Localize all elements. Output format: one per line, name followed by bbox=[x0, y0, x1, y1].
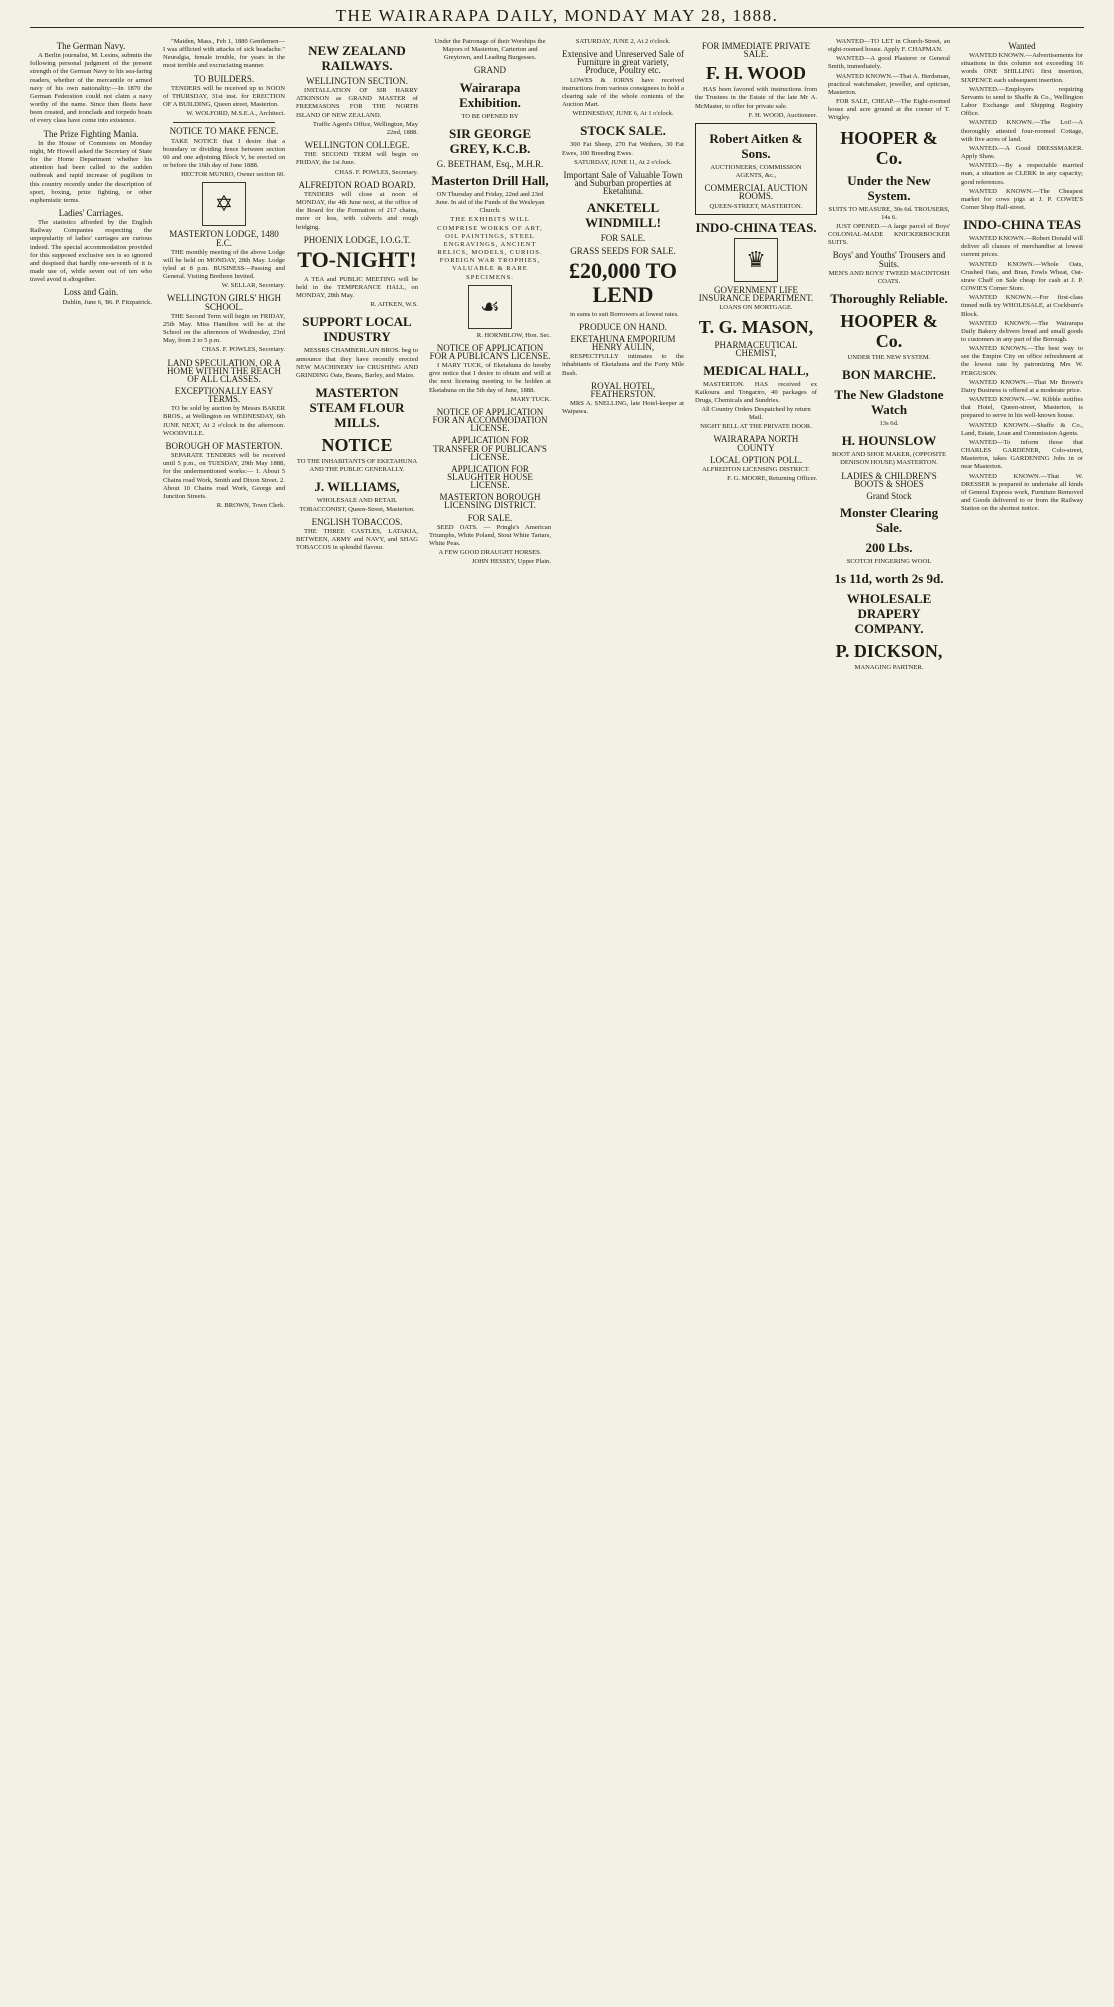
ad-heading: LADIES & CHILDREN'S BOOTS & SHOES bbox=[841, 470, 937, 489]
ad-text: A FEW GOOD DRAUGHT HORSES. bbox=[438, 549, 542, 557]
ad-text: QUEEN-STREET, MASTERTON. bbox=[709, 202, 803, 210]
ad-heading: Monster Clearing Sale. bbox=[839, 505, 939, 536]
ad-heading: BON MARCHE. bbox=[842, 367, 936, 383]
ad-signature: R. AITKEN, W.S. bbox=[370, 301, 418, 309]
ad-heading: WHOLESALE DRAPERY COMPANY. bbox=[846, 591, 932, 637]
article-heading: Ladies' Carriages. bbox=[58, 207, 124, 218]
ad-rule bbox=[173, 122, 275, 123]
ad-heading: WELLINGTON GIRLS' HIGH SCHOOL. bbox=[167, 293, 281, 312]
ad-text: THE Second Term will begin on FRIDAY, 25th May. Miss Hamilton will be at the School on the afternoon of Wednesday, 23rd May, from 2 to 5 p.m. bbox=[163, 312, 285, 345]
ad-heading: EKETAHUNA EMPORIUM HENRY AULIN, bbox=[570, 333, 676, 353]
ad-text: THE EXHIBITS WILL COMPRISE WORKS OF ART, OIL PAINTINGS, STEEL ENGRAVINGS, ANCIENT RELICS, MODELS, CURIOS. FOREIGN WAR TROPHIES, VALUABLE & RARE SPECIMENS. bbox=[437, 216, 543, 281]
ad-heading: ALFREDTON ROAD BOARD. bbox=[298, 179, 416, 190]
ad-heading: ANKETELL WINDMILL! bbox=[585, 200, 661, 231]
classified-ad: WANTED KNOWN.—For first-class tinned milk try WHOLESALE, at Cockburn's Block. bbox=[961, 294, 1083, 318]
ad-signature: R. HORNBLOW, Hon. Sec. bbox=[476, 331, 551, 339]
ad-text: UNDER THE NEW SYSTEM. bbox=[847, 353, 931, 361]
ad-heading: Wairarapa Exhibition. bbox=[459, 79, 521, 110]
ad-signature: MARY TUCK. bbox=[510, 395, 551, 403]
ad-heading: F. H. WOOD bbox=[705, 63, 807, 84]
article-text: In the House of Commons on Monday night, Mr Howell asked the Secretary of State for the Home Department whether his attention had been called to the sudden outbreak and rapid increase of pugilism in this country recently under the description of sport, boxing, prize fighting, or other euphemistic terms. bbox=[30, 139, 152, 204]
ad-text: NIGHT BELL AT THE PRIVATE DOOR. bbox=[700, 423, 812, 431]
ad-signature: R. BROWN, Town Clerk. bbox=[216, 502, 285, 510]
ad-text: Under the Patronage of their Worships the Mayors of Masterton, Carterton and Greytown, and Leading Burgesses. bbox=[434, 38, 546, 62]
article-heading: The German Navy. bbox=[56, 41, 126, 51]
ad-text: 13s 6d. bbox=[879, 420, 899, 428]
ad-heading: WAIRARAPA NORTH COUNTY bbox=[713, 434, 799, 453]
ad-heading: APPLICATION FOR SLAUGHTER HOUSE LICENSE. bbox=[447, 463, 533, 491]
article-text: The statistics afforded by the English Railway Companies respecting the unpopularity of ladies' carriages are curious indeed. The special accommodation provided for this supposed exclusive sex is so ignored and despised that hardly one-seventh of it is made use of, while seven out of ten who travel avoid it altogether. bbox=[30, 219, 152, 284]
ad-signature: F. H. WOOD, Auctioneer. bbox=[748, 111, 817, 119]
ad-heading: J. WILLIAMS, bbox=[314, 479, 400, 495]
ad-heading: FOR SALE. bbox=[600, 233, 646, 244]
ad-text: ALFREDTON LICENSING DISTRICT. bbox=[701, 465, 810, 473]
classified-ad: WANTED KNOWN.—That Mr Brown's Dairy Business is offered at a moderate price. bbox=[961, 378, 1083, 394]
article-text: "Maiden, Mass., Feb 1, 1880 Gentlemen—I was afflicted with attacks of sick headache." Neuralgia, female trouble, for years in the most terrible and excruciating manner. bbox=[163, 38, 285, 70]
classified-ad: WANTED—TO LET in Church-Street, an eight-roomed house. Apply F. CHAPMAN. bbox=[828, 38, 950, 54]
ad-heading: NOTICE bbox=[321, 435, 393, 456]
ad-heading: P. DICKSON, bbox=[835, 641, 943, 662]
ad-text: SCOTCH FINGERING WOOL bbox=[846, 558, 932, 566]
ad-heading: COMMERCIAL AUCTION ROOMS. bbox=[704, 183, 808, 202]
masthead-rule bbox=[30, 27, 1084, 28]
classified-ad: WANTED KNOWN.—Robert Donald will deliver all classes of merchandise at lowest current prices. bbox=[961, 235, 1083, 259]
ad-heading: MASTERTON BOROUGH LICENSING DISTRICT. bbox=[439, 492, 541, 511]
ad-text: MRS A. SNELLING, late Hotel-keeper at Waipawa. bbox=[562, 400, 684, 416]
ad-heading: EXCEPTIONALLY EASY TERMS. bbox=[174, 386, 274, 405]
column-1 bbox=[30, 38, 152, 1998]
ad-text: SUITS TO MEASURE, 30s 6d. TROUSERS, 14s 6. bbox=[828, 205, 950, 221]
ad-heading: NOTICE OF APPLICATION FOR AN ACCOMMODATION LICENSE. bbox=[432, 406, 548, 434]
ad-heading: STOCK SALE. bbox=[580, 123, 666, 139]
classified-ad: WANTED—A good Plasterer or General Smith, immediately. bbox=[828, 55, 950, 71]
ad-text: RESPECTFULLY intimates to the inhabitants of Eketahuna and the Forty Mile Bush. bbox=[562, 353, 684, 377]
newspaper-title: THE WAIRARAPA DAILY, MONDAY MAY 28, 1888. bbox=[335, 6, 779, 25]
ad-signature: CHAS. F. POWLES, Secretary. bbox=[334, 168, 418, 176]
classified-ad: WANTED.—Employers requiring Servants to send to Shaffe & Co., Wellington Labor Exchange and Shipping Registry Office. bbox=[961, 85, 1083, 118]
classified-ad: WANTED.—A Good DRESSMAKER. Apply Shaw. bbox=[961, 144, 1083, 161]
classified-ad: WANTED KNOWN.—The Wairarapa Daily Bakery delivers bread and small goods to customers in any part of the Borough. bbox=[961, 319, 1083, 343]
ad-heading: Masterton Drill Hall, bbox=[431, 172, 549, 188]
ad-heading: PHOENIX LODGE, I.O.G.T. bbox=[303, 234, 411, 245]
handshake-emblem-icon: ☙ bbox=[468, 285, 512, 329]
ad-heading: NOTICE OF APPLICATION FOR A PUBLICAN'S LICENSE. bbox=[429, 342, 551, 361]
ad-heading: PRODUCE ON HAND. bbox=[579, 321, 667, 332]
classified-ad: WANTED KNOWN.—Shaffe & Co., Land, Estate, Loan and Commission Agents. bbox=[961, 421, 1083, 437]
ad-text: WHOLESALE AND RETAIL TOBACCONIST, Queen-Street, Masterton. bbox=[299, 497, 415, 513]
crest-emblem-icon: ♛ bbox=[734, 238, 778, 282]
ad-signature: Traffic Agent's Office, Wellington, May 22nd, 1888. bbox=[312, 120, 418, 136]
ad-heading: MEDICAL HALL, bbox=[703, 362, 809, 378]
ad-signature: W. SELLAR, Secretary. bbox=[221, 282, 285, 290]
article-heading: Loss and Gain. bbox=[63, 287, 119, 298]
ad-text: TAKE NOTICE that I desire that a boundary or dividing fence between section 60 and one adjoining Block V, be erected on or before the 16th day of June 1888. bbox=[163, 137, 285, 170]
classified-ad: WANTED KNOWN.—The best way to see the Empire City on office refreshment at the lowest rate by patronizing Mrs W. FERGUSON. bbox=[961, 345, 1083, 377]
classified-ad: WANTED—To inform those that CHARLES GARDENER, Colo-street, Masterton, takes GARDENING Jobs in or near Masterton. bbox=[961, 438, 1083, 471]
ad-text: THE monthly meeting of the above Lodge will be held on MONDAY, 28th May. Lodge tyled at 8 p.m. BUSINESS—Passing and General. Visiting Brethren Invited. bbox=[163, 248, 285, 281]
ad-heading: H. HOUNSLOW bbox=[841, 433, 937, 449]
classified-ad: WANTED KNOWN.—The Cheapest market for cows pigs at J. P. COWIE'S Corner Shop Hall-street. bbox=[961, 187, 1083, 211]
ad-text: HAS been favored with instructions from the Trustees in the Estate of the late Mr A. McMaster, to offer for private sale. bbox=[695, 86, 817, 110]
ad-text: WEDNESDAY, JUNE 6, At 1 o'clock. bbox=[572, 110, 674, 118]
ad-text: SEED OATS. — Pringle's American Triumphs, White Poland, Stout White Tartars, White Peas. bbox=[429, 523, 551, 548]
ad-heading: LAND SPECULATION, OR A HOME WITHIN THE REACH OF ALL CLASSES. bbox=[167, 357, 281, 384]
classified-ad: WANTED KNOWN.—That W. DRESSER is prepared to undertake all kinds of General Express work, Furniture Removed and Goods delivered to or from the Railway Station on the shortest notice. bbox=[961, 472, 1083, 513]
ad-text: All Country Orders Despatched by return Mail. bbox=[701, 405, 811, 422]
ad-heading: Important Sale of Valuable Town and Suburban properties at Eketahuna. bbox=[563, 169, 683, 197]
ad-heading: Extensive and Unreserved Sale of Furniture in great variety, Produce, Poultry etc. bbox=[562, 49, 684, 76]
classified-ad: WANTED KNOWN.—W. Kibble notifies that Hotel, Queen-street, Masterton, is prepared to serve in his well-known house. bbox=[961, 396, 1083, 420]
column-7 bbox=[828, 38, 950, 1998]
ad-heading: APPLICATION FOR TRANSFER OF PUBLICAN'S LICENSE. bbox=[433, 435, 547, 462]
ad-text: MESSRS CHAMBERLAIN BROS. beg to announce that they have recently erected NEW MACHINERY for CRUSHING AND GRINDING Oats, Beans, Barley, and Maize. bbox=[296, 347, 418, 379]
ad-text: INSTALLATION OF SIR HARRY ATKINSON as GRAND MASTER of FREEMASONS FOR THE NORTH ISLAND OF NEW ZEALAND. bbox=[296, 87, 418, 119]
ad-text: LOWES & IORNS have received instructions from various consignees to hold a clearing sale of the whole contents of the Auction Mart. bbox=[562, 76, 684, 109]
ad-heading: MASTERTON LODGE, 1480 E.C. bbox=[169, 229, 279, 248]
article-signature: Dublin, June 6, '86. P. Fitzpatrick. bbox=[62, 298, 152, 306]
column-3 bbox=[296, 38, 418, 1998]
ad-heading: ROYAL HOTEL, FEATHERSTON. bbox=[590, 380, 656, 399]
ad-heading: NEW ZEALAND RAILWAYS. bbox=[308, 43, 406, 73]
ad-heading: Thoroughly Reliable. bbox=[830, 290, 948, 306]
ad-heading: TO BUILDERS. bbox=[193, 73, 255, 84]
ad-heading: The New Gladstone Watch bbox=[834, 387, 944, 418]
column-6 bbox=[695, 38, 817, 1998]
ad-text: A TEA and PUBLIC MEETING will be held in the TEMPERANCE HALL, on MONDAY, 28th May. bbox=[296, 275, 418, 300]
ad-heading: SUPPORT LOCAL INDUSTRY bbox=[302, 314, 412, 345]
ad-text: 300 Fat Sheep, 270 Fat Wethers, 30 Fat Ewes, 100 Breeding Ewes. bbox=[562, 141, 684, 157]
ad-signature: F. G. MOORE, Returning Officer. bbox=[727, 475, 817, 483]
ad-text: JUST OPENED.—A large parcel of Boys' COLONIAL-MADE KNICKERBOCKER SUITS. bbox=[828, 222, 950, 247]
ad-heading: T. G. MASON, bbox=[698, 317, 814, 338]
classified-ad: WANTED KNOWN.—The Lot!—A thoroughly attested four-roomed Cottage, with five acres of land. bbox=[961, 119, 1083, 143]
masthead bbox=[0, 0, 1114, 30]
classified-ad: FOR SALE, CHEAP.—The Eight-roomed house and acre ground at the corner of T. Wrigley. bbox=[828, 98, 950, 122]
classified-ad: WANTED KNOWN.—Whole Oats, Crushed Oats, and Bran, Fowls Wheat, Oat-straw Chaff on Sale cheap for cash at J. P. COWIE'S Corner Store. bbox=[961, 260, 1083, 293]
ad-headline: £20,000 TO LEND bbox=[569, 257, 677, 307]
ad-signature: CHAS. F. POWLES, Secretary. bbox=[201, 346, 285, 354]
ad-text: MEN'S AND BOYS' TWEED MACINTOSH COATS. bbox=[828, 269, 950, 285]
ad-heading: PHARMACEUTICAL CHEMIST, bbox=[714, 340, 798, 359]
ad-heading: SIR GEORGE GREY, K.C.B. bbox=[449, 125, 531, 156]
ad-box bbox=[695, 123, 817, 215]
ad-text: LOANS ON MORTGAGE. bbox=[719, 304, 793, 312]
ad-heading: Robert Aitken & Sons. bbox=[709, 130, 803, 161]
ad-text: I MARY TUCK, of Eketahuna do hereby give notice that I desire to obtain and will at the next licensing meeting to be holden at Eketahuna on the 5th day of June, 1888. bbox=[429, 362, 551, 394]
ad-heading: Grand Stock bbox=[866, 490, 912, 501]
classified-ad: WANTED.—By a respectable married man, a situation as CLERK in any capacity; good references. bbox=[961, 162, 1083, 186]
ad-heading: WELLINGTON COLLEGE. bbox=[304, 140, 410, 151]
ad-heading: ENGLISH TOBACCOS. bbox=[311, 516, 403, 527]
ad-text: AUCTIONEERS, COMMISSION AGENTS, &c., bbox=[710, 163, 802, 180]
ad-text: SATURDAY, JUNE 11, At 2 o'clock. bbox=[574, 158, 672, 166]
article-text: A Berlin journalist, M. Lesins, submits the following personal judgment of the present strength of the German Navy to his sea-faring readers, whether of the mercantile or armed navy of his own nationality:—In 1870 the German Federation could not claim a navy worthy of the name. Since then fleets have been created, and ironclads and torpedo boats of every class have come into existence. bbox=[30, 52, 152, 125]
ad-text: THE SECOND TERM will begin on FRIDAY, the 1st June. bbox=[296, 151, 418, 167]
ad-heading: 200 Lbs. bbox=[865, 540, 913, 556]
classified-ad: WANTED KNOWN.—That A. Herdsman, practical watchmaker, jeweller, and optician, Masterton. bbox=[828, 72, 950, 96]
ad-text: MANAGING PARTNER. bbox=[854, 664, 924, 672]
ad-heading: INDO-CHINA TEAS. bbox=[695, 219, 817, 235]
ad-signature: W. WOLFORD, M.S.E.A., Architect. bbox=[186, 110, 285, 118]
column-2 bbox=[163, 38, 285, 1998]
ad-heading: FOR IMMEDIATE PRIVATE SALE. bbox=[701, 41, 811, 60]
ad-heading: GOVERNMENT LIFE INSURANCE DEPARTMENT. bbox=[698, 284, 814, 303]
ad-heading: G. BEETHAM, Esq., M.H.R. bbox=[436, 158, 544, 169]
ad-heading: Boys' and Youths' Trousers and Suits. bbox=[832, 250, 946, 269]
ad-text: ON Thursday and Friday, 22nd and 23rd June. In aid of the Funds of the Wesleyan Church. bbox=[435, 190, 545, 215]
ad-text: THE THREE CASTLES, LATAKIA, BETWEEN, ARMY and NAVY, and SHAG TOBACCOS in splendid flavour. bbox=[296, 527, 418, 552]
ad-heading: INDO-CHINA TEAS bbox=[963, 217, 1081, 233]
column-5 bbox=[562, 38, 684, 1998]
column-4 bbox=[429, 38, 551, 1998]
ad-text: in sums to suit Borrowers at lowest rates. bbox=[570, 310, 679, 318]
ad-heading: Under the New System. bbox=[847, 172, 931, 203]
ad-headline: TO-NIGHT! bbox=[297, 246, 417, 272]
ad-text: BOOT AND SHOE MAKER, (OPPOSITE DENISON HOUSE) MASTERTON. bbox=[832, 451, 946, 467]
ad-heading: 1s 11d, worth 2s 9d. bbox=[834, 571, 944, 587]
ad-signature: HECTOR MUNRO, Owner section 60. bbox=[181, 171, 285, 179]
ad-text: TO be sold by auction by Messrs BAKER BROS., at Wellington on WEDNESDAY, 6th JUNE NEXT, At 2 o'clock in the afternoon. WOODVILLE. bbox=[163, 405, 285, 437]
classified-ad: WANTED KNOWN.—Advertisements for situations in this column not exceeding 16 words ONE SHILLING first insertion, SIXPENCE each subsequent insertion. bbox=[961, 52, 1083, 84]
masonic-emblem-icon: ✡ bbox=[202, 182, 246, 226]
ad-text: TENDERS will be received up to NOON of THURSDAY, 31st inst. for ERECTION OF A BUILDING, Queen street, Masterton. bbox=[163, 84, 285, 109]
ad-heading: LOCAL OPTION POLL. bbox=[710, 454, 802, 465]
ad-heading: GRASS SEEDS FOR SALE. bbox=[570, 245, 676, 256]
article-heading: The Prize Fighting Mania. bbox=[43, 128, 139, 139]
ad-heading: NOTICE TO MAKE FENCE. bbox=[169, 126, 279, 137]
ad-heading: HOOPER & Co. bbox=[840, 127, 938, 168]
ad-heading: MASTERTON STEAM FLOUR MILLS. bbox=[309, 385, 405, 431]
ad-text: SEPARATE TENDERS will be received until 5 p.m., on TUESDAY, 29th May 1888, for the undermentioned works:— 1. About 5 Chains road Work, Smith and Dixon Street. 2. About 10 Chains road Work, George and Junction Streets. bbox=[163, 452, 285, 500]
ad-signature: JOHN HESSEY, Upper Plain. bbox=[471, 558, 551, 566]
column-heading: Wanted bbox=[1008, 41, 1036, 51]
ad-heading: BOROUGH OF MASTERTON. bbox=[165, 440, 283, 451]
ad-text: TO THE INHABITANTS OF EKETAHUNA AND THE PUBLIC GENERALLY. bbox=[296, 458, 418, 474]
ad-heading: GRAND bbox=[473, 65, 506, 76]
ad-text: TO BE OPENED BY bbox=[461, 112, 519, 120]
ad-text: SATURDAY, JUNE 2, At 2 o'clock. bbox=[575, 38, 671, 45]
ad-text: MASTERTON. HAS received ex Kaikoura and Tongariro, 40 packages of Drugs, Chemicals and Sundries. bbox=[695, 380, 817, 404]
ad-text: TENDERS will close at noon of MONDAY, the 4th June next, at the office of the Board for the Formation of 217 chains, more or less, with culverts and rough bridging. bbox=[296, 190, 418, 231]
ad-heading: HOOPER & Co. bbox=[840, 310, 938, 351]
ad-subheading: WELLINGTON SECTION. bbox=[306, 76, 408, 86]
ad-heading: FOR SALE. bbox=[467, 512, 513, 523]
column-8 bbox=[961, 38, 1083, 1998]
